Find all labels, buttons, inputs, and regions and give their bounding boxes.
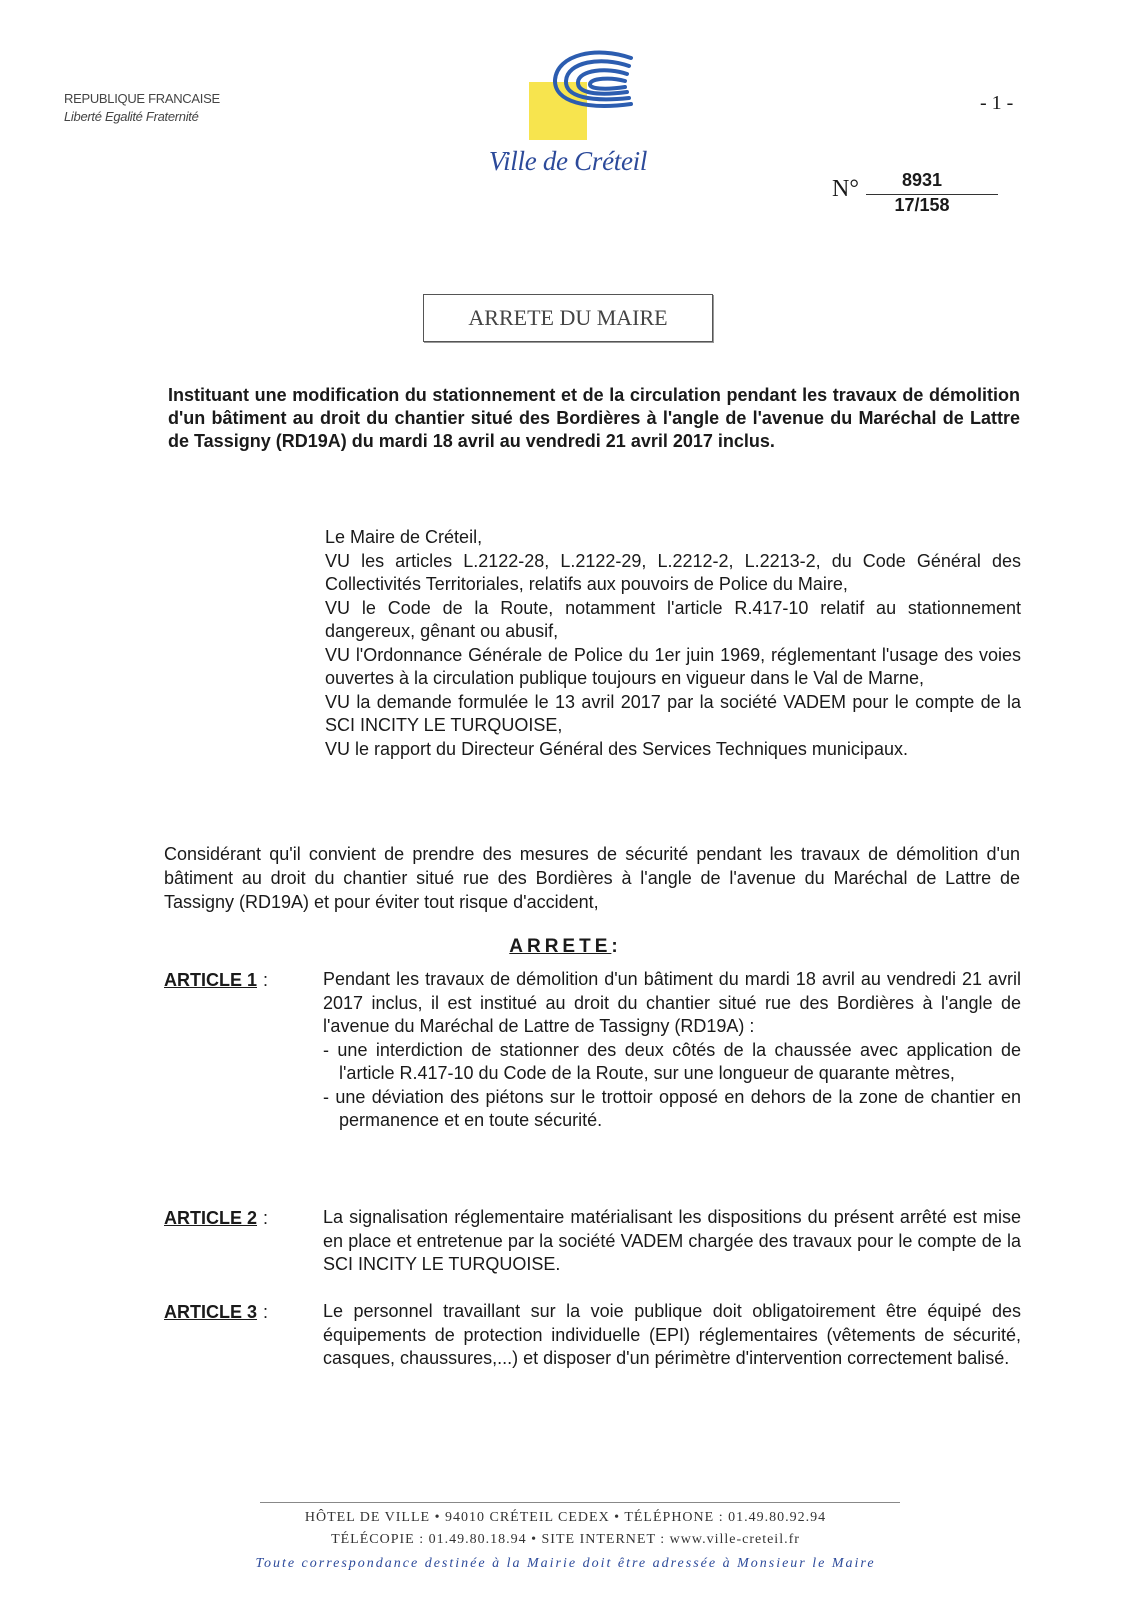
republique-title: REPUBLIQUE FRANCAISE	[64, 91, 220, 106]
article-1-bullet: - une déviation des piétons sur le trottoir opposé en dehors de la zone de chantier en permanence et en toute sécurité.	[323, 1086, 1021, 1130]
article-1-body	[323, 968, 1021, 1133]
republique-header	[64, 90, 220, 126]
numero-label: N°	[832, 176, 859, 202]
article-3-body	[323, 1300, 1021, 1371]
article-3-text: Le personnel travaillant sur la voie publique doit obligatoirement être équipé des équipements de protection individuelle (EPI) réglementaires (vêtements de sécurité, casques, chaussures,...) et disposer d'un périmètre d'intervention correctement balisé.	[323, 1301, 1021, 1368]
numero-secondary: 17/158	[894, 195, 950, 215]
vu-clause: VU la demande formulée le 13 avril 2017 par la société VADEM pour le compte de la SCI INCITY LE TURQUOISE,	[325, 691, 1021, 735]
considerant-paragraph: Considérant qu'il convient de prendre des mesures de sécurité pendant les travaux de démolition d'un bâtiment au droit du chantier situé rue des Bordières à l'angle de l'avenue du Maréchal de Lattre de Tassigny (RD19A) et pour éviter tout risque d'accident,	[164, 844, 1020, 912]
article-3-label: ARTICLE 3 :	[164, 1302, 269, 1322]
footer-contact: TÉLÉCOPIE : 01.49.80.18.94 • SITE INTERNET : www.ville-creteil.fr	[331, 1532, 800, 1547]
article-2-label: ARTICLE 2 :	[164, 1208, 269, 1228]
preamble-intro: Le Maire de Créteil,	[325, 527, 483, 547]
arrete-colon: :	[611, 936, 622, 957]
preamble	[325, 526, 1021, 761]
article-2-text: La signalisation réglementaire matérialisant les dispositions du présent arrêté est mise en place et entretenue par la société VADEM chargée des travaux pour le compte de la SCI INCITY LE TURQUOISE.	[323, 1207, 1021, 1274]
article-1-bullet: - une interdiction de stationner des deux côtés de la chaussée avec application de l'article R.417-10 du Code de la Route, sur une longueur de quarante mètres,	[323, 1039, 1021, 1083]
footer-address: HÔTEL DE VILLE • 94010 CRÉTEIL CEDEX • TÉLÉPHONE : 01.49.80.92.94	[304, 1510, 827, 1525]
ville-de-creteil-logo-icon	[527, 44, 637, 140]
arrete-word: ARRETE	[509, 936, 612, 957]
city-name: Ville de Créteil	[488, 146, 648, 176]
article-1-label: ARTICLE 1 :	[164, 970, 269, 990]
vu-clause: VU le Code de la Route, notamment l'article R.417-10 relatif au stationnement dangereux, gênant ou abusif,	[325, 597, 1021, 641]
vu-clause: VU les articles L.2122-28, L.2122-29, L.2212-2, L.2213-2, du Code Général des Collectivités Territoriales, relatifs aux pouvoirs de Police du Maire,	[325, 550, 1021, 594]
footer-divider	[260, 1502, 900, 1503]
republique-motto: Liberté Egalité Fraternité	[64, 109, 199, 124]
footer-correspondence: Toute correspondance destinée à la Mairie doit être adressée à Monsieur le Maire	[255, 1556, 876, 1571]
numero-primary: 8931	[901, 170, 943, 190]
article-2-body	[323, 1206, 1021, 1277]
document-title: ARRETE DU MAIRE	[423, 294, 713, 342]
page-number: - 1 -	[980, 92, 1014, 114]
subject-paragraph: Instituant une modification du stationnement et de la circulation pendant les travaux de démolition d'un bâtiment au droit du chantier situé des Bordières à l'angle de l'avenue du Maréchal de Lattre de Tassigny (RD19A) du mardi 18 avril au vendredi 21 avril 2017 inclus.	[168, 385, 1020, 451]
vu-clause: VU le rapport du Directeur Général des Services Techniques municipaux.	[325, 738, 908, 759]
vu-clause: VU l'Ordonnance Générale de Police du 1er juin 1969, réglementant l'usage des voies ouvertes à la circulation publique toujours en vigueur dans le Val de Marne,	[325, 644, 1021, 688]
arrete-heading	[0, 936, 1131, 958]
article-1-text: Pendant les travaux de démolition d'un bâtiment du mardi 18 avril au vendredi 21 avril 2017 inclus, il est institué au droit du chantier situé rue des Bordières à l'angle de l'avenue du Maréchal de Lattre de Tassigny (RD19A) :	[323, 969, 1021, 1036]
